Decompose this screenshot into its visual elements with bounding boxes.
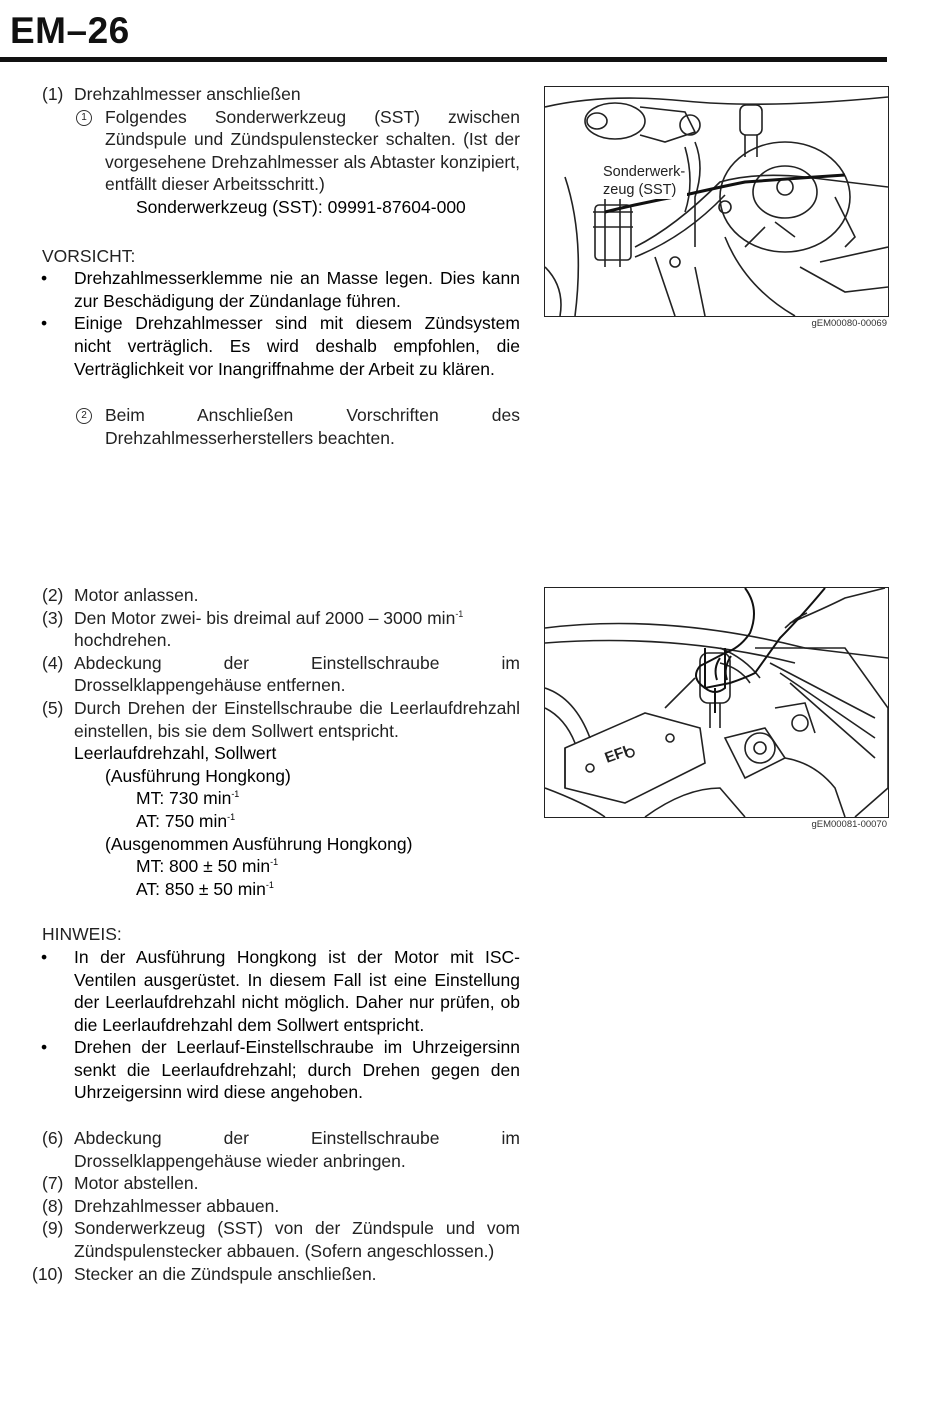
- step-8: [0, 1195, 520, 1218]
- substep-text: Beim Anschließen Vorschriften des Drehzahlmesserherstellers beachten.: [105, 405, 520, 448]
- step-number: (9): [42, 1218, 64, 1239]
- section-idle-adjust: [0, 584, 520, 1285]
- spec-text: MT: 800 ± 50 min: [136, 856, 271, 877]
- step-number: (5): [42, 697, 64, 718]
- spec-text: MT: 730 min: [136, 788, 232, 809]
- sst-number: Sonderwerkzeug (SST): 09991-87604-000: [136, 196, 466, 217]
- spec-variant: (Ausgenommen Ausführung Hongkong): [105, 833, 413, 854]
- page-title: EM–26: [10, 10, 130, 51]
- spec-value: [0, 787, 520, 810]
- spec-title: Leerlaufdrehzahl, Sollwert: [74, 743, 277, 764]
- step-number: (7): [42, 1173, 64, 1194]
- caution-item: [0, 267, 520, 312]
- figure-sst-connection: [544, 86, 889, 317]
- step-text: Abdeckung der Einstellschraube im Drosselklappengehäuse wieder anbringen.: [74, 1128, 520, 1171]
- step-2: [0, 584, 520, 607]
- step-text: Drehzahlmesser anschließen: [74, 84, 301, 104]
- caution-text: Einige Drehzahlmesser sind mit diesem Zündsystem nicht verträglich. Es wird deshalb empfohlen, die Verträglichkeit vor Inangriffnahme der Arbeit zu klären.: [74, 313, 520, 379]
- note-item: [0, 946, 520, 1036]
- spec-text: AT: 750 min: [136, 810, 228, 831]
- step-7: [0, 1172, 520, 1195]
- engine-illustration: [545, 87, 888, 316]
- throttle-body-illustration: [545, 588, 888, 817]
- spec-variant: (Ausführung Hongkong): [105, 765, 291, 786]
- step-number: (8): [42, 1195, 64, 1216]
- sst-callout-label: [601, 163, 687, 199]
- spec-value: [0, 810, 520, 833]
- superscript: -1: [231, 789, 240, 800]
- bullet-icon: •: [41, 268, 48, 289]
- step-number: (2): [42, 585, 64, 605]
- step-text-cont: hochdrehen.: [74, 630, 172, 651]
- callout-line: zeug (SST): [603, 182, 677, 198]
- note-text: In der Ausführung Hongkong ist der Motor mit ISC-Ventilen ausgerüstet. In diesem Fall ist eine Einstellung der Leerlaufdrehzahl nicht möglich. Daher nur prüfen, ob die Leerlaufdrehzahl dem Sollwert entspricht.: [74, 946, 520, 1035]
- superscript: -1: [265, 879, 274, 890]
- step-10: [0, 1263, 520, 1286]
- step-number: (4): [42, 652, 64, 673]
- bullet-icon: •: [41, 1037, 48, 1058]
- spec-text: AT: 850 ± 50 min: [136, 878, 266, 899]
- step-text: Drehzahlmesser abbauen.: [74, 1195, 280, 1216]
- step-3: [0, 607, 520, 652]
- figure-caption: gEM00081-00070: [811, 819, 887, 830]
- step-text: Motor anlassen.: [74, 585, 199, 605]
- spec-value: [0, 878, 520, 901]
- bullet-icon: •: [41, 946, 48, 967]
- caution-heading: VORSICHT:: [42, 245, 136, 266]
- figure-caption: gEM00080-00069: [811, 318, 887, 329]
- step-number: (1): [42, 84, 64, 104]
- step-text: Durch Drehen der Einstellschraube die Leerlaufdrehzahl einstellen, bis sie dem Sollwert entspricht.: [74, 697, 520, 741]
- note-heading: HINWEIS:: [42, 924, 122, 945]
- callout-line: Sonderwerk-: [603, 164, 686, 180]
- step-number: (10): [32, 1263, 64, 1284]
- title-rule: [0, 57, 887, 62]
- step-1: [0, 83, 520, 106]
- step-9: [0, 1217, 520, 1262]
- efi-badge: EFI: [602, 742, 631, 767]
- superscript: -1: [227, 811, 236, 822]
- superscript: -1: [270, 857, 279, 868]
- step-text: Motor abstellen.: [74, 1173, 199, 1194]
- caution-text: Drehzahlmesserklemme nie an Masse legen. Dies kann zur Beschädigung der Zündanlage führen.: [74, 268, 520, 311]
- step-text: Stecker an die Zündspule anschließen.: [74, 1263, 377, 1284]
- step-text: Abdeckung der Einstellschraube im Drosselklappengehäuse entfernen.: [74, 652, 520, 696]
- spec-value: [0, 855, 520, 878]
- circled-number-icon: 1: [76, 110, 92, 126]
- substep-text: Folgendes Sonderwerkzeug (SST) zwischen Zündspule und Zündspulenstecker schalten. (Ist der vorgesehene Drehzahlmesser als Abtaster konzipiert, entfällt dieser Arbeitsschritt.): [105, 106, 520, 195]
- step-text: Sonderwerkzeug (SST) von der Zündspule und vom Zündspulenstecker abbauen. (Sofern angeschlossen.): [74, 1218, 520, 1262]
- circled-number-icon: 2: [76, 408, 92, 424]
- step-number: (6): [42, 1128, 64, 1149]
- substep-2: [0, 404, 520, 449]
- step-text: Den Motor zwei- bis dreimal auf 2000 – 3000 min: [74, 607, 456, 628]
- step-4: [0, 652, 520, 697]
- substep-1: [0, 106, 520, 196]
- note-text: Drehen der Leerlauf-Einstellschraube im Uhrzeigersinn senkt die Leerlaufdrehzahl; durch Drehen gegen den Uhrzeigersinn wird diese angehoben.: [74, 1037, 520, 1103]
- section-connect-tachometer: [0, 83, 520, 449]
- step-number: (3): [42, 607, 64, 628]
- note-item: [0, 1036, 520, 1104]
- superscript: -1: [455, 608, 464, 619]
- figure-idle-screw: [544, 587, 889, 818]
- bullet-icon: •: [41, 313, 48, 334]
- caution-item: [0, 312, 520, 380]
- step-5: [0, 697, 520, 742]
- step-6: [0, 1127, 520, 1172]
